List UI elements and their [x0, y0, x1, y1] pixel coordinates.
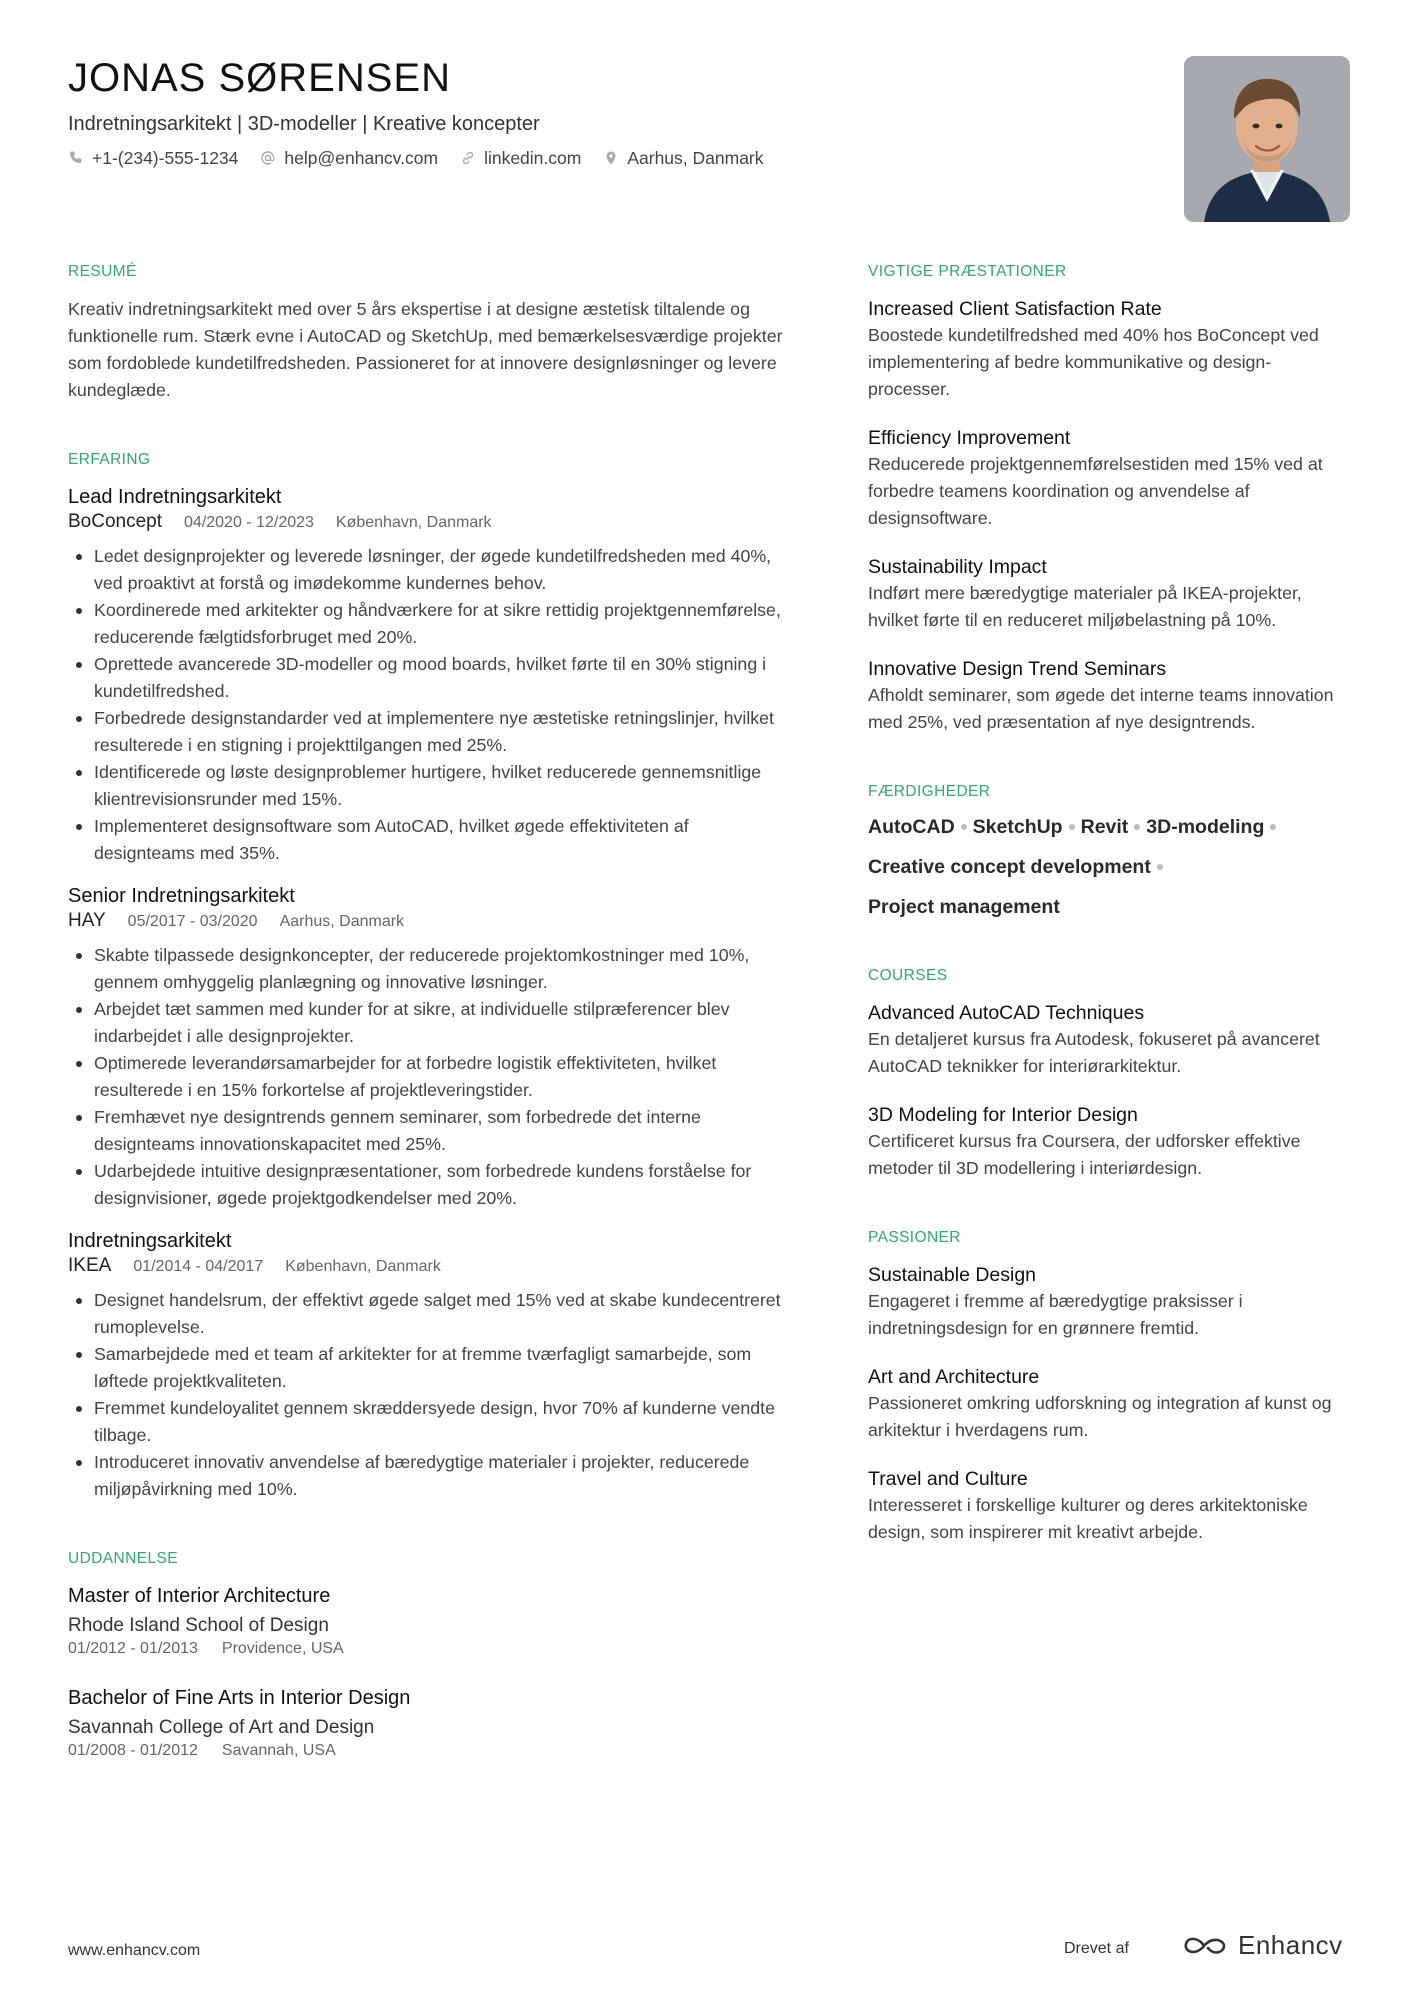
list-item: Forbedrede designstandarder ved at implementere nye æstetiske retningslinjer, hvilket resulterede i en stigning i projekttilgangen med 25%.	[68, 705, 788, 759]
courses-heading: COURSES	[868, 967, 948, 984]
linkedin-text[interactable]: linkedin.com	[484, 148, 582, 168]
achievement-item	[868, 554, 1348, 634]
skills-row	[868, 854, 1348, 880]
separator-dot	[1069, 824, 1075, 830]
degree-title: Master of Interior Architecture	[68, 1585, 331, 1607]
course-text: En detaljeret kursus fra Autodesk, fokuseret på avanceret AutoCAD teknikker for interiørarkitektur.	[868, 1029, 1320, 1076]
passion-text: Passioneret omkring udforskning og integration af kunst og arkitektur i hverdagens rum.	[868, 1393, 1332, 1440]
list-item: Samarbejdede med et team af arkitekter for at fremme tværfagligt samarbejde, som løftede projektkvaliteten.	[68, 1341, 788, 1395]
list-item: Identificerede og løste designproblemer hurtigere, hvilket reducerede gennemsnitlige klientrevisionsrunder med 15%.	[68, 759, 788, 813]
job-location: Aarhus, Danmark	[279, 913, 405, 930]
company-name: BoConcept	[68, 511, 163, 532]
passion-title: Sustainable Design	[868, 1264, 1037, 1286]
courses-section	[868, 966, 1348, 1182]
skill-tag: Creative concept development	[868, 856, 1151, 878]
job-dates: 05/2017 - 03/2020	[127, 913, 258, 930]
education-dates: 01/2012 - 01/2013	[68, 1640, 198, 1657]
job-bullets	[68, 1287, 788, 1503]
achievement-item	[868, 425, 1348, 532]
list-item: Oprettede avancerede 3D-modeller og mood boards, hvilket førte til en 30% stigning i kundetilfredshed.	[68, 651, 788, 705]
job-location: København, Danmark	[335, 514, 492, 531]
company-name: IKEA	[68, 1255, 112, 1276]
list-item: Introduceret innovativ anvendelse af bæredygtige materialer i projekter, reducerede miljøpåvirkning med 10%.	[68, 1449, 788, 1503]
experience-item	[68, 883, 788, 1212]
job-bullets	[68, 942, 788, 1212]
job-title: Indretningsarkitekt	[68, 1230, 232, 1252]
summary-heading: RESUMÉ	[68, 263, 137, 280]
list-item: Optimerede leverandørsamarbejder for at forbedre logistik effektiviteten, hvilket resulterede i en 15% forkortelse af projektleveringstider.	[68, 1050, 788, 1104]
skill-tag: SketchUp	[972, 816, 1063, 838]
achievement-title: Sustainability Impact	[868, 556, 1047, 578]
resume-header	[68, 52, 1168, 170]
course-item	[868, 1000, 1348, 1080]
education-heading: UDDANNELSE	[68, 1550, 178, 1567]
job-title: Senior Indretningsarkitekt	[68, 885, 295, 907]
skill-tag: AutoCAD	[868, 816, 955, 838]
job-bullets	[68, 543, 788, 867]
education-dates: 01/2008 - 01/2012	[68, 1742, 198, 1759]
education-section	[68, 1549, 788, 1761]
list-item: Udarbejdede intuitive designpræsentationer, som forbedrede kundens forståelse for designvisioner, øgede projektgodkendelser med 20%.	[68, 1158, 788, 1212]
skills-row	[868, 814, 1348, 840]
contact-bar	[68, 146, 1168, 170]
job-meta	[68, 1254, 788, 1279]
school-name: Savannah College of Art and Design	[68, 1717, 375, 1738]
company-name: HAY	[68, 910, 106, 931]
course-item	[868, 1102, 1348, 1182]
separator-dot	[1157, 864, 1163, 870]
passion-text: Engageret i fremme af bæredygtige praksisser i indretningsdesign for en grønnere fremtid.	[868, 1291, 1243, 1338]
list-item: Fremmet kundeloyalitet gennem skræddersyede design, hvor 70% af kunderne vendte tilbage.	[68, 1395, 788, 1449]
achievement-item	[868, 656, 1348, 736]
achievement-text: Indført mere bæredygtige materialer på IKEA-projekter, hvilket førte til en reduceret miljøbelastning på 10%.	[868, 583, 1302, 630]
skill-tag: 3D-modeling	[1146, 816, 1265, 838]
list-item: Skabte tilpassede designkoncepter, der reducerede projektomkostninger med 10%, gennem omhyggelig planlægning og innovative løsninger.	[68, 942, 788, 996]
degree-title: Bachelor of Fine Arts in Interior Design	[68, 1687, 411, 1709]
course-title: Advanced AutoCAD Techniques	[868, 1002, 1145, 1024]
location-pin-icon	[603, 150, 619, 166]
summary-text: Kreativ indretningsarkitekt med over 5 års ekspertise i at designe æstetisk tiltalende og funktionelle rum. Stærk evne i AutoCAD og SketchUp, med bemærkelsesværdige projekter som fordoblede kundetilfredsheden. Passioneret for at innovere designløsninger og levere kundeglæde.	[68, 299, 783, 400]
skills-row	[868, 894, 1348, 920]
experience-section	[68, 450, 788, 1503]
list-item: Arbejdet tæt sammen med kunder for at sikre, at individuelle stilpræferencer blev indarbejdet i alle designprojekter.	[68, 996, 788, 1050]
skills-heading: FÆRDIGHEDER	[868, 783, 991, 800]
summary-section	[68, 262, 788, 404]
achievement-text: Boostede kundetilfredshed med 40% hos BoConcept ved implementering af bedre kommunikative og design-processer.	[868, 325, 1319, 399]
passion-title: Travel and Culture	[868, 1468, 1028, 1490]
job-location: København, Danmark	[285, 1258, 441, 1275]
achievement-title: Increased Client Satisfaction Rate	[868, 298, 1162, 320]
location-text: Aarhus, Danmark	[627, 148, 764, 168]
contact-linkedin[interactable]	[460, 146, 581, 170]
education-location: Providence, USA	[221, 1640, 344, 1657]
email-text[interactable]: help@enhancv.com	[284, 148, 439, 168]
footer-powered-by: Drevet af	[1064, 1940, 1129, 1957]
education-item	[68, 1583, 788, 1659]
list-item: Designet handelsrum, der effektivt øgede salget med 15% ved at skabe kundecentreret rumoplevelse.	[68, 1287, 788, 1341]
job-dates: 01/2014 - 04/2017	[133, 1258, 264, 1275]
enhancv-logo[interactable]	[1182, 1930, 1343, 1961]
achievement-title: Efficiency Improvement	[868, 427, 1071, 449]
separator-dot	[1134, 824, 1140, 830]
achievement-title: Innovative Design Trend Seminars	[868, 658, 1167, 680]
left-column	[68, 262, 788, 1761]
experience-item	[68, 484, 788, 867]
footer-url[interactable]: www.enhancv.com	[68, 1942, 201, 1959]
education-item	[68, 1685, 788, 1761]
skill-tag: Project management	[868, 896, 1060, 918]
job-dates: 04/2020 - 12/2023	[184, 514, 314, 531]
list-item: Fremhævet nye designtrends gennem seminarer, som forbedrede det interne designteams innovationskapacitet med 25%.	[68, 1104, 788, 1158]
achievement-item	[868, 296, 1348, 403]
right-column	[868, 262, 1348, 1546]
enhancv-logo-text: Enhancv	[1238, 1930, 1343, 1960]
job-title: Lead Indretningsarkitekt	[68, 486, 282, 508]
achievement-text: Reducerede projektgennemførelsestiden med 15% ved at forbedre teamens koordination og anvendelse af designsoftware.	[868, 454, 1323, 528]
list-item: Ledet designprojekter og leverede løsninger, der øgede kundetilfredsheden med 40%, ved proaktivt at forstå og imødekomme kundernes behov.	[68, 543, 788, 597]
course-text: Certificeret kursus fra Coursera, der udforsker effektive metoder til 3D modellering i interiørdesign.	[868, 1131, 1301, 1178]
separator-dot	[961, 824, 967, 830]
job-meta	[68, 510, 788, 535]
link-icon	[460, 150, 476, 166]
enhancv-logo-icon	[1182, 1934, 1228, 1958]
candidate-name: JONAS SØRENSEN	[68, 56, 451, 100]
skills-list	[868, 814, 1348, 920]
contact-location	[603, 146, 763, 170]
passion-item	[868, 1466, 1348, 1546]
profile-photo	[1184, 56, 1350, 222]
passion-item	[868, 1364, 1348, 1444]
experience-item	[68, 1228, 788, 1503]
education-meta	[68, 1639, 788, 1659]
job-meta	[68, 909, 788, 934]
education-location: Savannah, USA	[221, 1742, 336, 1759]
achievements-heading: VIGTIGE PRÆSTATIONER	[868, 263, 1067, 280]
experience-heading: ERFARING	[68, 451, 151, 468]
at-icon	[260, 150, 276, 166]
passions-section	[868, 1228, 1348, 1546]
phone-text: +1-(234)-555-1234	[92, 148, 239, 168]
course-title: 3D Modeling for Interior Design	[868, 1104, 1138, 1126]
education-meta	[68, 1741, 788, 1761]
list-item: Implementeret designsoftware som AutoCAD, hvilket øgede effektiviteten af designteams med 35%.	[68, 813, 788, 867]
achievements-section	[868, 262, 1348, 736]
list-item: Koordinerede med arkitekter og håndværkere for at sikre rettidig projektgennemførelse, reducerende fælgtidsforbruget med 20%.	[68, 597, 788, 651]
separator-dot	[1270, 824, 1276, 830]
skill-tag: Revit	[1080, 816, 1129, 838]
passion-text: Interesseret i forskellige kulturer og deres arkitektoniske design, som inspirerer mit kreativt arbejde.	[868, 1495, 1308, 1542]
contact-email[interactable]	[260, 146, 438, 170]
passion-title: Art and Architecture	[868, 1366, 1040, 1388]
achievement-text: Afholdt seminarer, som øgede det interne teams innovation med 25%, ved præsentation af nye designtrends.	[868, 685, 1334, 732]
skills-section	[868, 782, 1348, 920]
school-name: Rhode Island School of Design	[68, 1615, 329, 1636]
contact-phone	[68, 146, 238, 170]
passion-item	[868, 1262, 1348, 1342]
candidate-tagline: Indretningsarkitekt | 3D-modeller | Kreative koncepter	[68, 113, 540, 135]
passions-heading: PASSIONER	[868, 1229, 961, 1246]
phone-icon	[68, 150, 84, 166]
